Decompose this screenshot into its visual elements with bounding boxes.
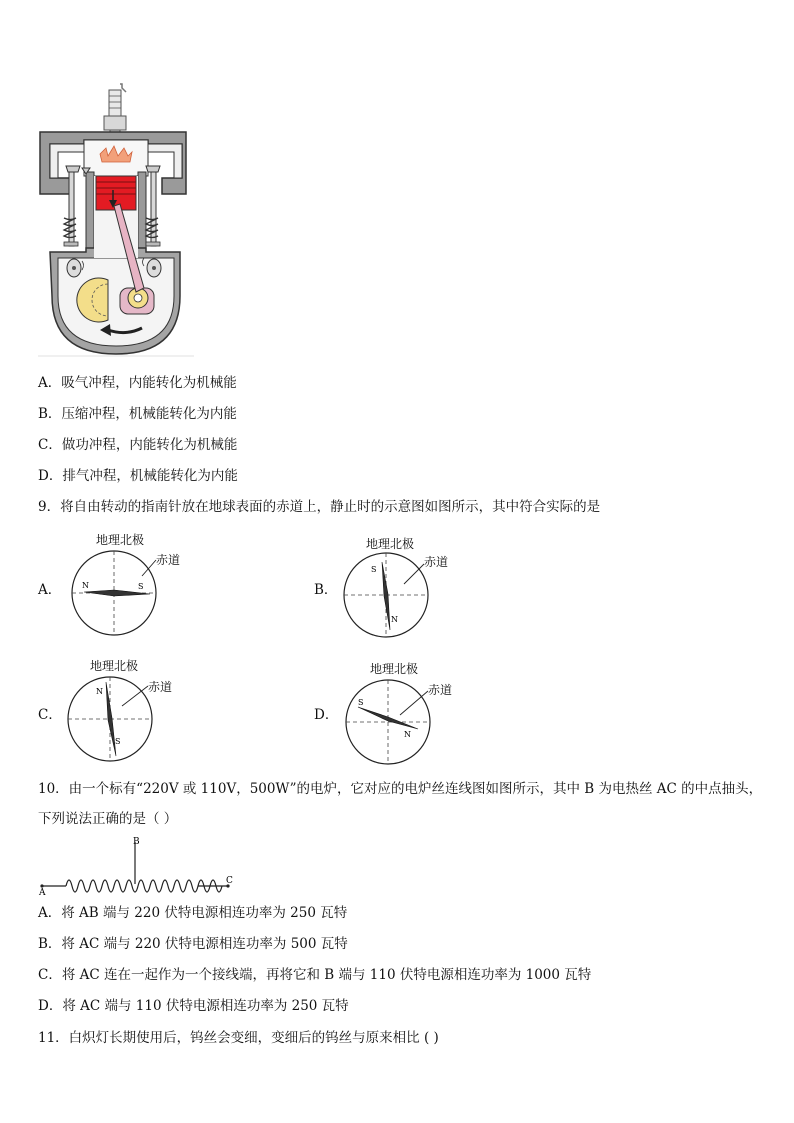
needle-s-label: S (358, 698, 364, 707)
equator-label: 赤道 (428, 683, 453, 697)
compass-b[interactable] (340, 550, 432, 640)
pole-label: 地理北极 (96, 533, 145, 547)
equator-label: 赤道 (424, 555, 449, 569)
q9-option-b-label[interactable]: B． (314, 582, 338, 598)
needle-s-label: S (371, 565, 377, 574)
needle-s-label: S (138, 582, 144, 591)
q9-option-a-label[interactable]: A． (38, 582, 62, 598)
cylinder-block (40, 132, 186, 354)
option-text: 吸气冲程，内能转化为机械能 (61, 375, 237, 391)
needle-n-label: N (391, 615, 398, 624)
option-text: 压缩冲程，机械能转化为内能 (61, 406, 237, 422)
option-letter: D． (38, 468, 63, 484)
option-letter: A． (38, 375, 62, 391)
q10-option-a[interactable]: A．将 AB 端与 220 伏特电源相连功率为 250 瓦特 (38, 905, 348, 921)
equator-label: 赤道 (148, 680, 173, 694)
q11-stem: 11．白炽灯长期使用后，钨丝会变细，变细后的钨丝与原来相比 ( ) (38, 1030, 439, 1046)
needle-s-label: S (115, 737, 121, 746)
heating-wire-diagram (36, 834, 242, 896)
compass-d[interactable] (342, 677, 434, 767)
q9-option-c-label[interactable]: C． (38, 707, 62, 723)
pole-label: 地理北极 (366, 537, 415, 551)
terminal-b-label: B (133, 837, 140, 847)
q10-stem-line2: 下列说法正确的是（ ） (38, 811, 178, 827)
q10-option-b[interactable]: B．将 AC 端与 220 伏特电源相连功率为 500 瓦特 (38, 936, 348, 952)
compass-a[interactable] (68, 548, 160, 638)
compass-c[interactable] (64, 674, 156, 764)
q9-option-d-label[interactable]: D． (314, 707, 339, 723)
q10-option-d[interactable]: D．将 AC 端与 110 伏特电源相连功率为 250 瓦特 (38, 998, 349, 1014)
pole-label: 地理北极 (370, 662, 419, 676)
needle-n-label: N (96, 687, 103, 696)
engine-option-c[interactable] (38, 436, 237, 454)
terminal-a-label: A (39, 888, 46, 896)
option-letter: C． (38, 437, 62, 453)
engine-diagram (36, 82, 196, 360)
option-text: 做功冲程，内能转化为机械能 (61, 437, 238, 453)
option-letter: B． (38, 406, 62, 422)
engine-option-a[interactable] (38, 374, 237, 392)
option-text: 排气冲程，机械能转化为内能 (62, 468, 238, 484)
engine-option-d[interactable] (38, 467, 238, 485)
spark-plug (104, 84, 126, 138)
equator-label: 赤道 (156, 553, 181, 567)
engine-option-b[interactable] (38, 405, 237, 423)
q9-stem: 9．将自由转动的指南针放在地球表面的赤道上，静止时的示意图如图所示，其中符合实际的是 (38, 499, 601, 515)
needle-n-label: N (82, 581, 89, 590)
q10-stem-line1: 10．由一个标有“220V 或 110V，500W”的电炉，它对应的电炉丝连线图如图所示，其中 B 为电热丝 AC 的中点抽头， (38, 781, 763, 797)
terminal-c-label: C (226, 876, 233, 886)
needle-n-label: N (404, 730, 411, 739)
q10-option-c[interactable]: C．将 AC 连在一起作为一个接线端，再将它和 B 端与 110 伏特电源相连功率为 1000 瓦特 (38, 967, 592, 983)
pole-label: 地理北极 (90, 659, 139, 673)
